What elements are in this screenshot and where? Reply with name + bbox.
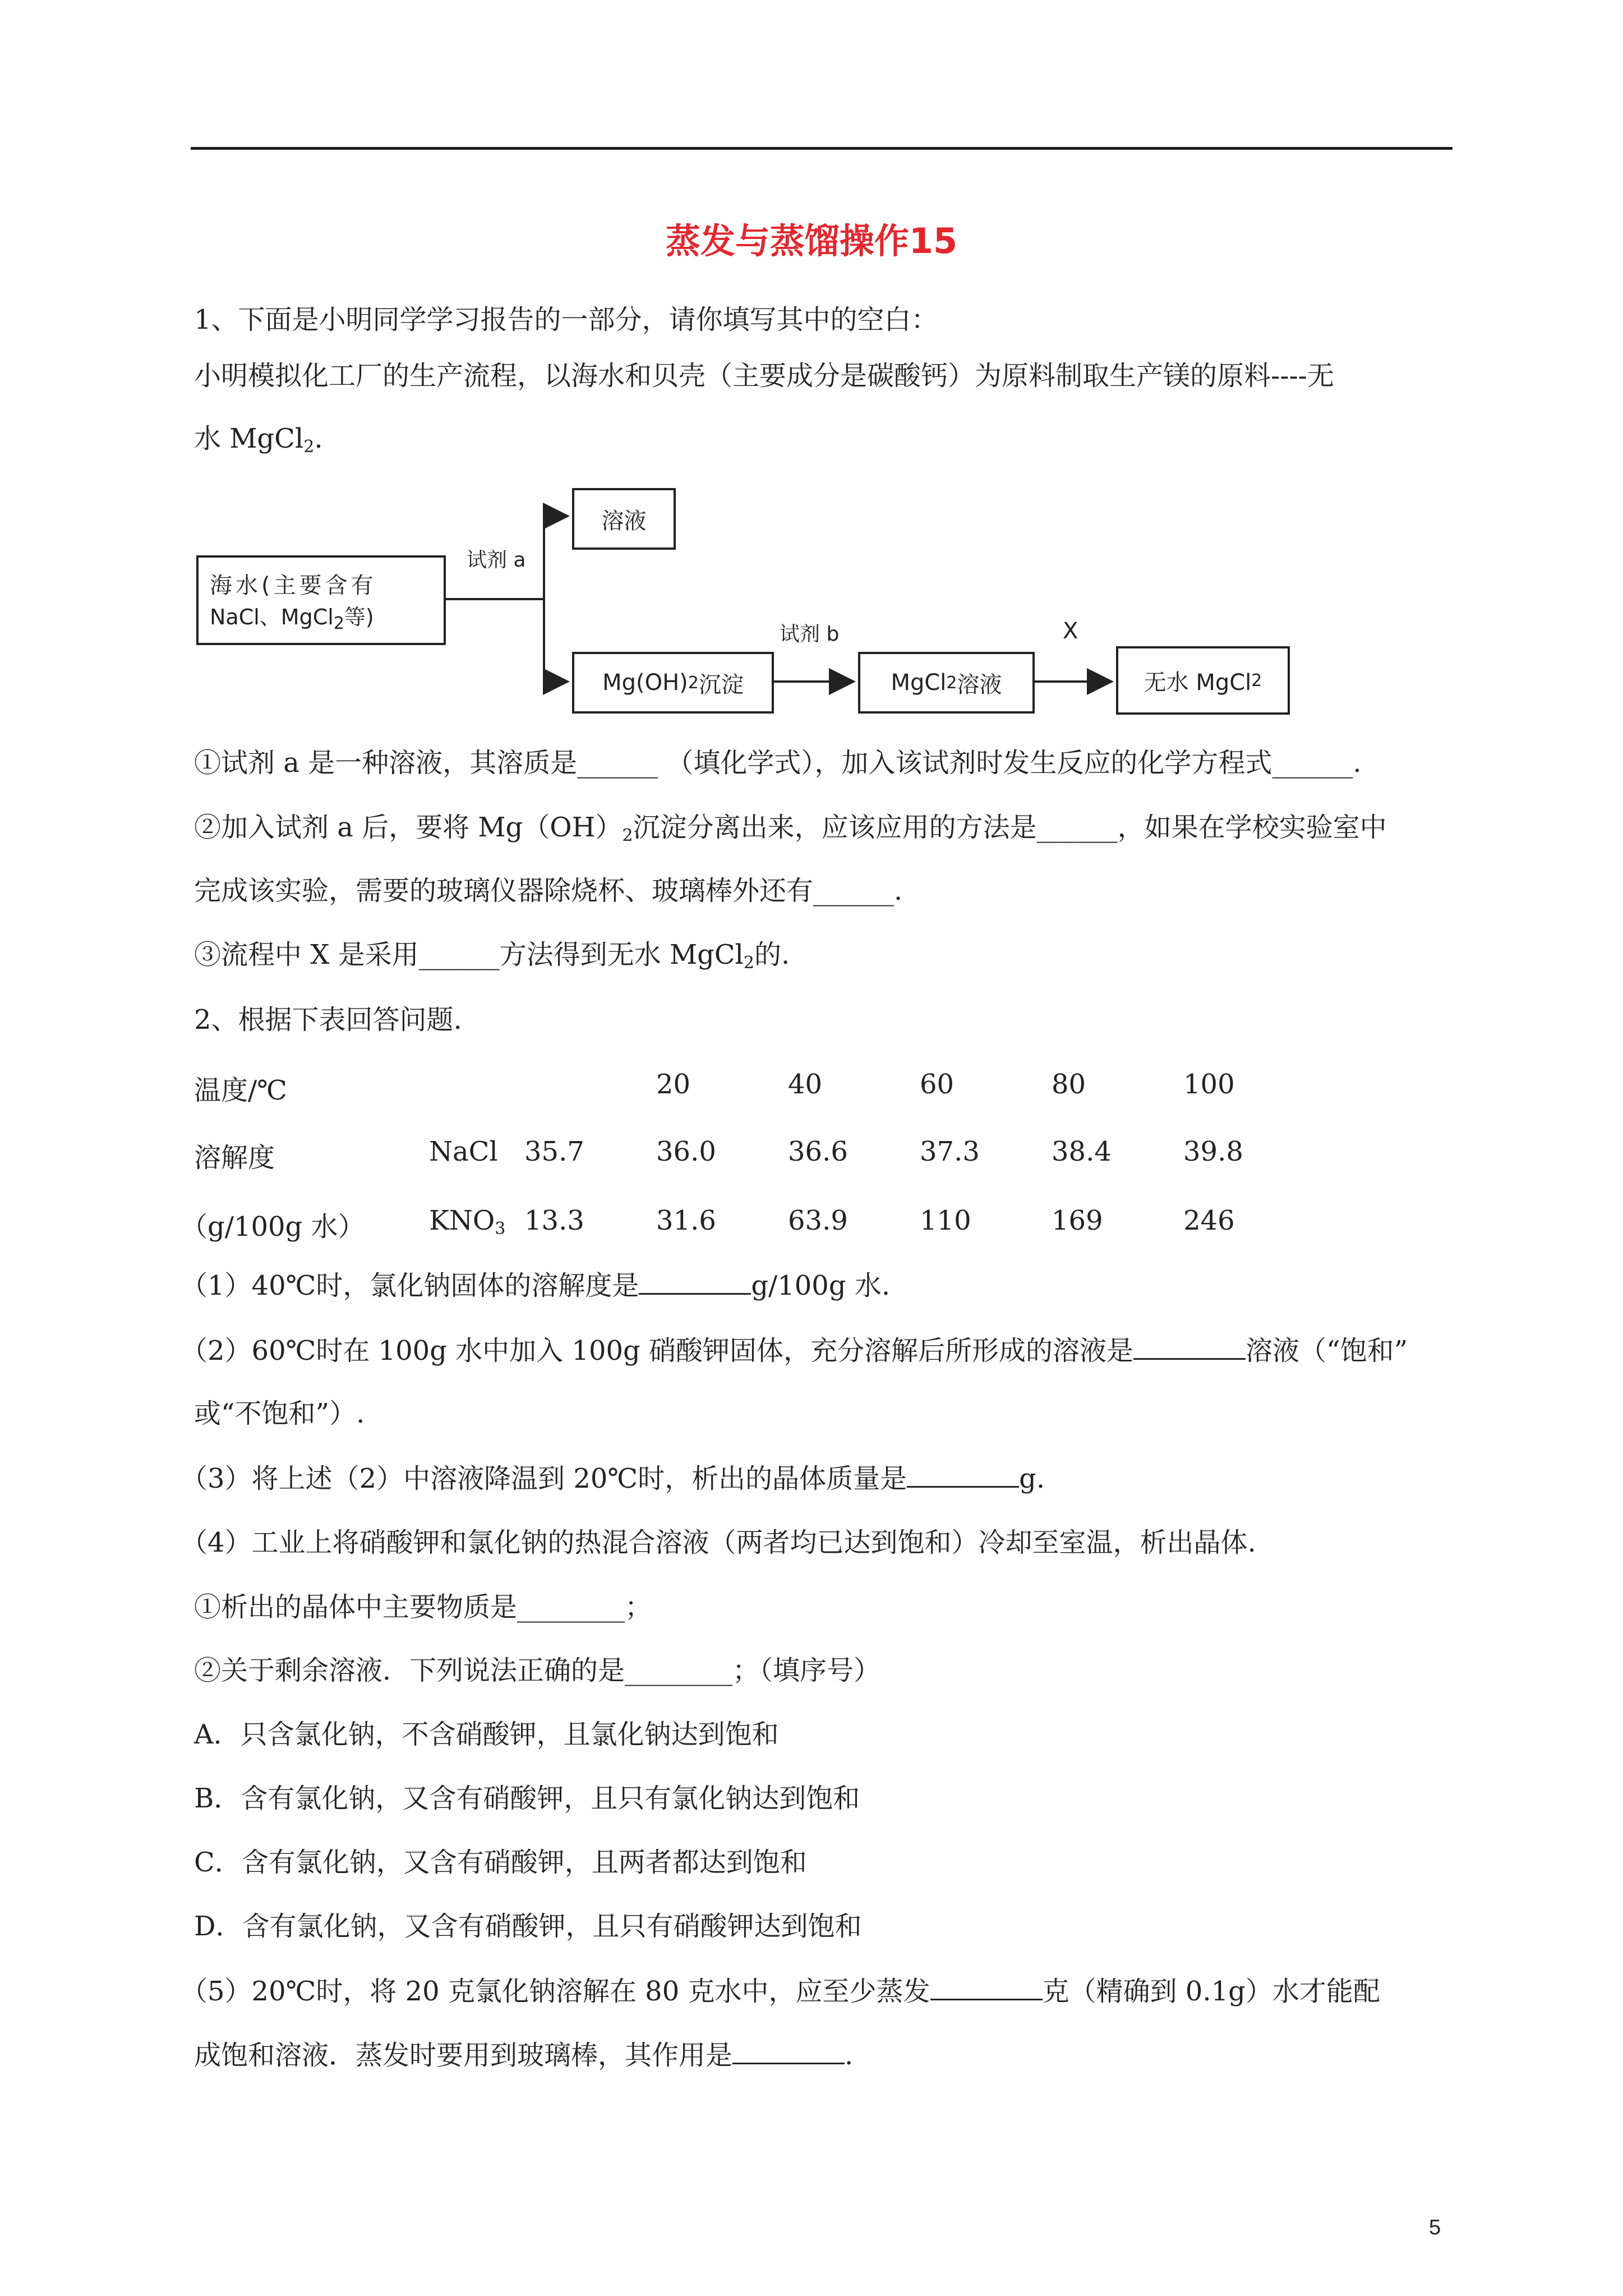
temp-cell: 40	[788, 1069, 823, 1100]
q1-item3: ③流程中 X 是采用______方法得到无水 MgCl$_2$的.	[194, 939, 790, 973]
nacl-value: 36.6	[788, 1136, 848, 1167]
nacl-value: 37.3	[920, 1136, 980, 1167]
q2-part4-item2: ②关于剩余溶液．下列说法正确的是________；（填序号）	[194, 1655, 881, 1686]
q2-part2-line2: 或“不饱和”）.	[194, 1398, 365, 1429]
q2-part4-item1: ①析出的晶体中主要物质是________；	[194, 1591, 652, 1623]
solution-box: 溶液	[572, 488, 676, 550]
kno3-value: 13.3	[524, 1205, 584, 1236]
q2-part5-line1: （5）20℃时，将 20 克氯化钠溶解在 80 克水中，应至少蒸发 克（精确到 0.1g）水才能配	[181, 1976, 1380, 2007]
q2-part2-line1: （2）60℃时在 100g 水中加入 100g 硝酸钾固体，充分溶解后所形成的溶液是 溶液（“饱和”	[181, 1335, 1408, 1366]
option-a: A．只含氯化钠，不含硝酸钾，且氯化钠达到饱和	[194, 1719, 779, 1750]
reagent-b-label: 试剂 b	[780, 623, 840, 646]
nacl-value: 39.8	[1183, 1136, 1243, 1167]
q2-part4: （4）工业上将硝酸钾和氯化钠的热混合溶液（两者均已达到饱和）冷却至室温，析出晶体.	[181, 1527, 1256, 1558]
anhydrous-mgcl2-box: 无水 MgCl 2	[1116, 646, 1290, 715]
x-label: X	[1063, 618, 1078, 644]
mgcl2-solution-box: MgCl 2 溶液	[858, 652, 1035, 714]
q1-intro: 1、下面是小明同学学习报告的一部分，请你填写其中的空白：	[194, 304, 938, 335]
q2-part3: （3）将上述（2）中溶液降温到 20℃时，析出的晶体质量是 g.	[181, 1463, 1045, 1494]
page-number: 5	[1429, 2216, 1441, 2239]
q1-desc-line2: 水 MgCl$_2$.	[194, 423, 323, 457]
q2-part5-line2: 成饱和溶液．蒸发时要用到玻璃棒，其作用是 .	[194, 2040, 854, 2071]
q1-desc-line1: 小明模拟化工厂的生产流程，以海水和贝壳（主要成分是碳酸钙）为原料制取生产镁的原料----无	[194, 360, 1334, 392]
reagent-a-label: 试剂 a	[467, 549, 526, 572]
q2-part1: （1）40℃时，氯化钠固体的溶解度是 g/100g 水.	[181, 1270, 891, 1301]
temp-cell: 20	[656, 1069, 691, 1100]
q1-item2-line1: ②加入试剂 a 后，要将 $Mg(OH)_2$沉淀分离出来，应该应用的方法是______，如果在学校实验室中	[194, 812, 1387, 845]
temp-cell: 100	[1183, 1069, 1235, 1100]
temp-label: 温度/℃	[194, 1075, 287, 1106]
mgoh2-precipitate-box: Mg(OH) 2 沉淀	[572, 652, 774, 714]
q1-item2-line2: 完成该实验，需要的玻璃仪器除烧杯、玻璃棒外还有______.	[194, 875, 903, 907]
solubility-label: 溶解度	[194, 1142, 275, 1174]
header-rule	[191, 147, 1453, 150]
seawater-box: 海水(主要含有 NaCl、MgCl$_2$等)	[196, 555, 446, 645]
q1-item1: ①试剂 a 是一种溶液，其溶质是______ （填化学式），加入该试剂时发生反应的化学方程式______.	[194, 747, 1362, 779]
flow-diagram	[196, 488, 1307, 718]
option-b: B．含有氯化钠，又含有硝酸钾，且只有氯化钠达到饱和	[194, 1783, 860, 1814]
page-title: 蒸发与蒸馏操作15	[665, 220, 958, 261]
nacl-value: 38.4	[1052, 1136, 1112, 1167]
kno3-value: 31.6	[656, 1205, 716, 1236]
nacl-label: NaCl	[429, 1136, 498, 1167]
q2-intro: 2、根据下表回答问题.	[194, 1004, 462, 1036]
nacl-value: 36.0	[656, 1136, 716, 1167]
temp-cell: 60	[920, 1069, 955, 1100]
kno3-value: 63.9	[788, 1205, 848, 1236]
option-d: D．含有氯化钠，又含有硝酸钾，且只有硝酸钾达到饱和	[194, 1911, 862, 1942]
kno3-value: 110	[920, 1205, 971, 1236]
option-c: C．含有氯化钠，又含有硝酸钾，且两者都达到饱和	[194, 1847, 807, 1878]
kno3-value: 169	[1052, 1205, 1103, 1236]
nacl-value: 35.7	[524, 1136, 584, 1167]
kno3-value: 246	[1183, 1205, 1235, 1236]
kno3-label: $KNO_3$	[429, 1205, 506, 1239]
unit-label: （g/100g 水）	[181, 1211, 365, 1243]
temp-cell: 80	[1052, 1069, 1086, 1100]
